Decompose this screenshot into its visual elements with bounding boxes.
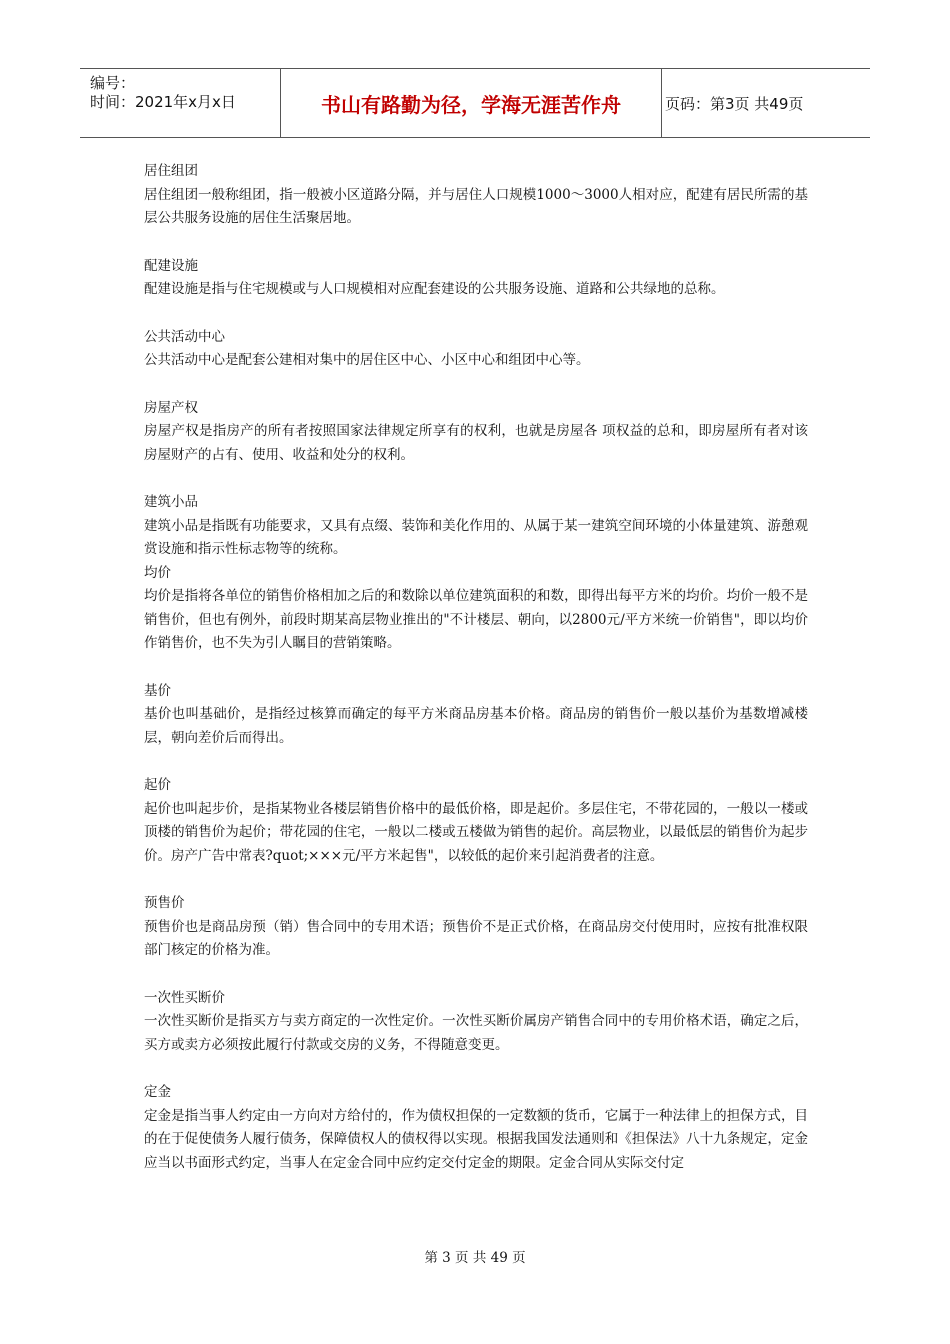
entry-definition: 居住组团一般称组团，指一般被小区道路分隔，并与居住人口规模1000～3000人相对应，配建有居民所需的基层公共服务设施的居住生活聚居地。 (144, 186, 808, 226)
page-info: 页码：第3页 共49页 (665, 94, 804, 113)
glossary-entry (144, 892, 808, 963)
entry-term: 配建设施 (144, 257, 198, 274)
document-body (144, 160, 808, 1175)
header-table (80, 68, 870, 138)
date-label: 时间：2021年x月x日 (90, 93, 236, 111)
glossary-entry (144, 562, 808, 656)
glossary-entry (144, 326, 808, 373)
entry-definition: 均价是指将各单位的销售价格相加之后的和数除以单位建筑面积的和数，即得出每平方米的均价。均价一般不是销售价，但也有例外，前段时期某高层物业推出的"不计楼层、朝向，以2800元/平方米统一价销售"，即以均价作销售价，也不失为引人瞩目的营销策略。 (144, 588, 808, 651)
entry-definition: 房屋产权是指房产的所有者按照国家法律规定所享有的权利，也就是房屋各 项权益的总和，即房屋所有者对该房屋财产的占有、使用、收益和处分的权利。 (144, 423, 808, 463)
number-label: 编号： (90, 74, 136, 92)
entry-term: 均价 (144, 564, 171, 581)
entry-term: 公共活动中心 (144, 328, 225, 345)
entry-definition: 定金是指当事人约定由一方向对方给付的，作为债权担保的一定数额的货币，它属于一种法律上的担保方式，目的在于促使债务人履行债务，保障债权人的债权得以实现。根据我国发法通则和《担保法》八十九条规定，定金应当以书面形式约定，当事人在定金合同中应约定交付定金的期限。定金合同从实际交付定 (144, 1107, 808, 1171)
glossary-entry (144, 491, 808, 562)
entry-definition: 公共活动中心是配套公建相对集中的居住区中心、小区中心和组团中心等。 (144, 352, 590, 368)
entry-term: 房屋产权 (144, 399, 198, 416)
entry-definition: 配建设施是指与住宅规模或与人口规模相对应配套建设的公共服务设施、道路和公共绿地的总称。 (144, 281, 725, 297)
glossary-entry (144, 255, 808, 302)
entry-term: 起价 (144, 777, 171, 793)
motto: 书山有路勤为径，学海无涯苦作舟 (280, 69, 662, 137)
glossary-entry (144, 680, 808, 751)
glossary-entry (144, 987, 808, 1058)
entry-definition: 预售价也是商品房预（销）售合同中的专用术语；预售价不是正式价格，在商品房交付使用时，应按有批准权限部门核定的价格为准。 (144, 918, 808, 958)
entry-definition: 建筑小品是指既有功能要求，又具有点缀、装饰和美化作用的、从属于某一建筑空间环境的小体量建筑、游憩观赏设施和指示性标志物等的统称。 (144, 517, 808, 557)
entry-term: 一次性买断价 (144, 989, 225, 1006)
glossary-entry (144, 774, 808, 868)
entry-term: 定金 (144, 1084, 171, 1100)
entry-term: 居住组团 (144, 163, 198, 179)
entry-term: 预售价 (144, 895, 185, 911)
header-left-cell (80, 69, 280, 137)
entry-definition: 基价也叫基础价，是指经过核算而确定的每平方米商品房基本价格。商品房的销售价一般以基价为基数增减楼层，朝向差价后而得出。 (144, 706, 808, 746)
page-footer: 第 3 页 共 49 页 (424, 1250, 526, 1266)
entry-term: 建筑小品 (144, 494, 198, 510)
glossary-entry (144, 397, 808, 468)
entry-definition: 一次性买断价是指买方与卖方商定的一次性定价。一次性买断价属房产销售合同中的专用价格术语，确定之后，买方或卖方必须按此履行付款或交房的义务，不得随意变更。 (144, 1013, 808, 1053)
glossary-entry (144, 160, 808, 231)
entry-definition: 起价也叫起步价，是指某物业各楼层销售价格中的最低价格，即是起价。多层住宅，不带花园的，一般以一楼或顶楼的销售价为起价；带花园的住宅，一般以二楼或五楼做为销售的起价。高层物业，以最低层的销售价为起步价。房产广告中常表?quot;×××元/平方米起售"，以较低的起价来引起消费者的注意。 (144, 800, 808, 864)
entry-term: 基价 (144, 682, 171, 699)
glossary-entry (144, 1081, 808, 1175)
